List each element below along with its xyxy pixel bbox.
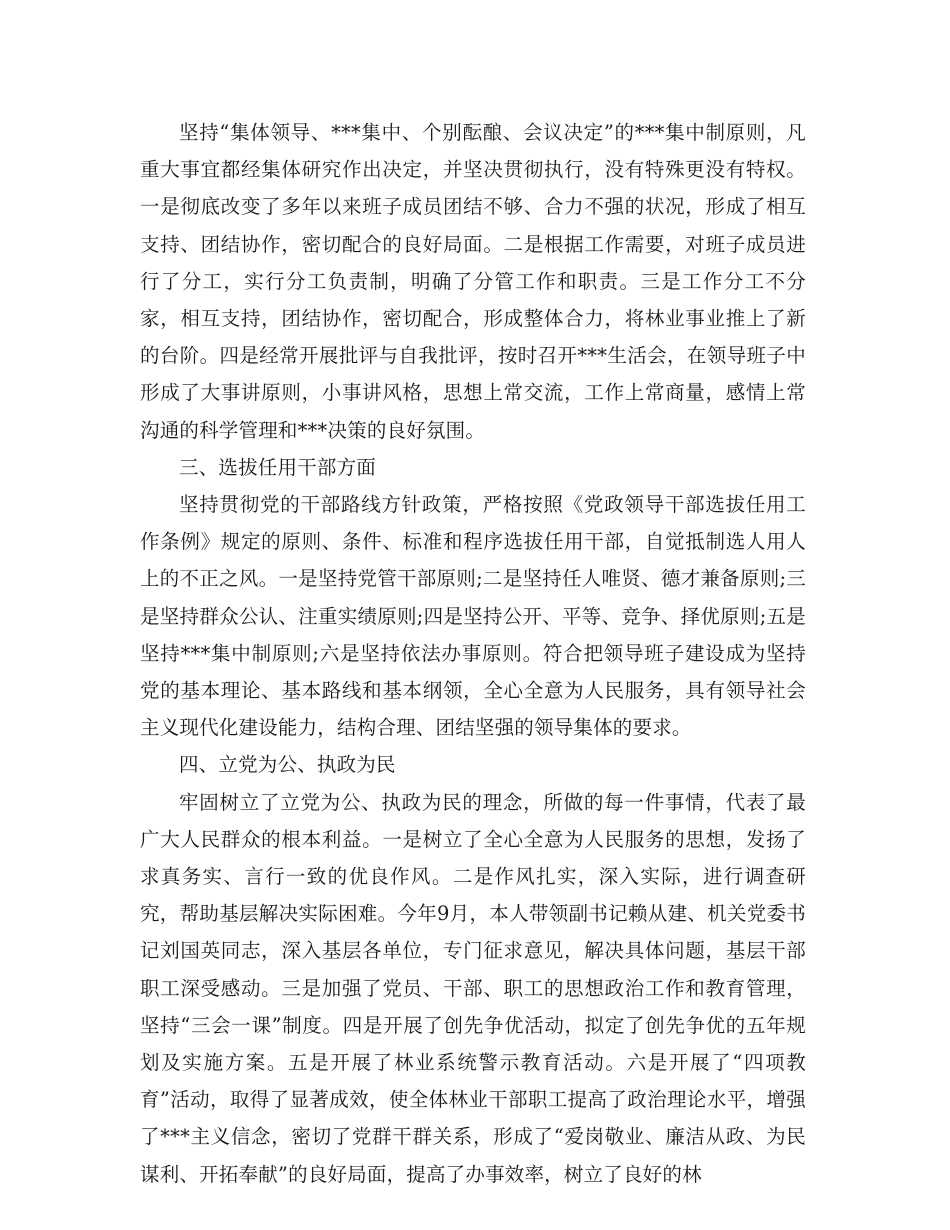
- section-heading-cadre-selection: 三、选拔任用干部方面: [179, 455, 377, 479]
- paragraph-leadership-principles: 坚持“集体领导、***集中、个别酝酿、会议决定”的***集中制原则，凡重大事宜都经集体研究作出决定，并坚决贯彻执行，没有特殊更没有特权。一是彻底改变了多年以来班子成员团结不够、合力不强的状况，形成了相互支持、团结协作，密切配合的良好局面。二是根据工作需要，对班子成员进行了分工，实行分工负责制，明确了分管工作和职责。三是工作分工不分家，相互支持，团结协作，密切配合，形成整体合力，将林业事业推上了新的台阶。四是经常开展批评与自我批评，按时召开***生活会，在领导班子中形成了大事讲原则，小事讲风格，思想上常交流，工作上常商量，感情上常沟通的科学管理和***决策的良好氛围。: [140, 121, 806, 442]
- section-heading-serve-people: 四、立党为公、执政为民: [179, 753, 396, 777]
- paragraph-serve-people: 牢固树立了立党为公、执政为民的理念，所做的每一件事情，代表了最广大人民群众的根本利益。一是树立了全心全意为人民服务的思想，发扬了求真务实、言行一致的优良作风。二是作风扎实，深入实际，进行调查研究，帮助基层解决实际困难。今年9月，本人带领副书记赖从建、机关党委书记刘国英同志，深入基层各单位，专门征求意见，解决具体问题，基层干部职工深受感动。三是加强了党员、干部、职工的思想政治工作和教育管理，坚持“三会一课”制度。四是开展了创先争优活动，拟定了创先争优的五年规划及实施方案。五是开展了林业系统警示教育活动。六是开展了“四项教育”活动，取得了显著成效，使全体林业干部职工提高了政治理论水平，增强了***主义信念，密切了党群干群关系，形成了“爱岗敬业、廉洁从政、为民谋利、开拓奉献”的良好局面，提高了办事效率，树立了良好的林: [140, 790, 806, 1186]
- paragraph-cadre-selection: 坚持贯彻党的干部路线方针政策，严格按照《党政领导干部选拔任用工作条例》规定的原则、条件、标准和程序选拔任用干部，自觉抵制选人用人上的不正之风。一是坚持党管干部原则;二是坚持任人唯贤、德才兼备原则;三是坚持群众公认、注重实绩原则;四是坚持公开、平等、竞争、择优原则;五是坚持***集中制原则;六是坚持依法办事原则。符合把领导班子建设成为坚持党的基本理论、基本路线和基本纲领，全心全意为人民服务，具有领导社会主义现代化建设能力，结构合理、团结坚强的领导集体的要求。: [140, 493, 806, 740]
- document-body: [140, 114, 806, 1193]
